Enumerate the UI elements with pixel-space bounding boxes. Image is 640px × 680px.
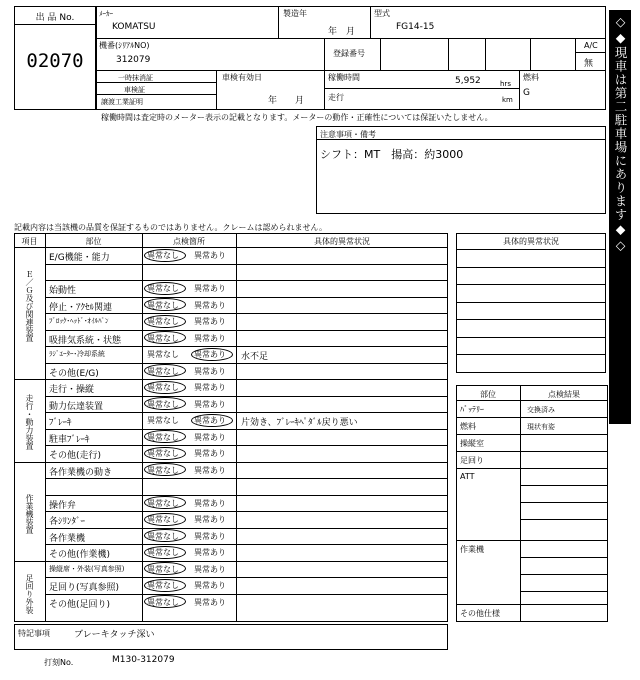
row-selected-oval <box>144 331 186 344</box>
row-part: 駐車ﾌﾞﾚｰｷ <box>49 434 90 445</box>
special-notes-text: ブレーキタッチ深い <box>74 630 155 640</box>
ac-value: 無 <box>584 59 594 69</box>
quality-disclaimer: 記載内容は当該機の品質を保証するものではありません。クレームは認められません。 <box>14 223 327 232</box>
row-normal-option: 異常なし <box>147 581 179 590</box>
inspection-expiry-label: 車検有効日 <box>222 73 262 82</box>
year-month-value: 年 月 <box>328 27 356 37</box>
row-selected-oval <box>144 282 186 295</box>
row-normal-option: 異常なし <box>147 383 179 392</box>
hours-value: 5,952 <box>455 76 481 86</box>
row-part: ﾗｼﾞｴｰﾀｰ･冷却系統 <box>49 350 105 358</box>
inspection-expiry-value: 年 月 <box>268 96 305 106</box>
row-selected-oval <box>144 579 186 592</box>
row-normal-option: 異常なし <box>147 350 179 359</box>
right-detail-header: 具体的異常状況 <box>503 237 559 246</box>
ac-label: A/C <box>584 41 598 50</box>
row-abnormal-option: 異常あり <box>194 300 226 310</box>
row-abnormal-option: 異常あり <box>194 597 226 607</box>
transfer-cert-label: 譲渡工業証明 <box>101 98 143 106</box>
lot-number: 02070 <box>26 50 84 72</box>
row-selected-oval <box>144 397 186 410</box>
row-part: その他(E/G) <box>49 368 99 379</box>
row-abnormal-option: 異常あり <box>194 498 226 508</box>
row-abnormal-option: 異常あり <box>194 449 226 458</box>
row-detail: 片効き、ﾌﾞﾚｰｷﾍﾟﾀﾞﾙ戻り悪い <box>241 418 358 428</box>
check-part: その他仕様 <box>460 609 500 618</box>
row-normal-option: 異常なし <box>147 399 179 409</box>
col-part-header: 部位 <box>85 237 102 246</box>
row-part: 各作業機 <box>49 533 86 544</box>
row-part: 各ｼﾘﾝﾀﾞｰ <box>49 517 86 527</box>
model-label: 型式 <box>374 9 390 18</box>
row-normal-option: 異常なし <box>147 449 179 458</box>
check-result: 現状有姿 <box>527 423 555 431</box>
year-label: 製造年 <box>283 9 307 18</box>
row-part: 操作弁 <box>49 500 77 511</box>
row-selected-oval <box>144 315 186 328</box>
row-selected-oval <box>144 447 186 460</box>
group-label-drive: 走行・動力装置 <box>25 394 34 450</box>
row-normal-option: 異常なし <box>147 564 179 574</box>
row-abnormal-option: 異常あり <box>194 317 226 326</box>
stamp-label: 打刻No. <box>44 658 74 667</box>
row-part: 操縦席・外装(写真参照) <box>49 564 125 573</box>
row-part: 動力伝達装置 <box>49 401 104 412</box>
check-part: 燃料 <box>460 422 476 431</box>
row-normal-option: 異常なし <box>147 432 179 442</box>
row-normal-option: 異常なし <box>147 251 179 260</box>
row-abnormal-option: 異常あり <box>194 548 226 557</box>
row-normal-option: 異常なし <box>147 548 179 557</box>
check-part: ATT <box>460 472 475 481</box>
check-part: ﾊﾞｯﾃﾘｰ <box>460 405 484 414</box>
right-check-result-header: 点検結果 <box>548 390 580 399</box>
remarks-text: シフト：MT 揚高：約3000 <box>320 148 464 161</box>
mileage-label: 走行 <box>328 93 344 102</box>
row-part: 各作業機の動き <box>49 467 113 478</box>
row-selected-oval <box>191 348 233 361</box>
group-label-engine: Ｅ／Ｇ及び関連装置 <box>25 270 34 342</box>
model-value: FG14-15 <box>396 22 435 32</box>
right-check-part-header: 部位 <box>480 390 496 399</box>
serial-label: 機番(ｼﾘｱﾙNO) <box>99 41 150 50</box>
fuel-value: G <box>523 88 530 98</box>
row-selected-oval <box>144 562 186 575</box>
col-item-header: 項目 <box>21 237 38 246</box>
hours-label: 稼働時間 <box>328 73 360 82</box>
row-part: 停止・ｱｸｾﾙ関連 <box>49 302 113 313</box>
row-selected-oval <box>144 496 186 509</box>
row-abnormal-option: 異常あり <box>194 284 226 293</box>
fuel-label: 燃料 <box>523 73 539 82</box>
row-part: 吸排気系統・状態 <box>49 335 122 346</box>
row-normal-option: 異常なし <box>147 300 179 310</box>
row-normal-option: 異常なし <box>147 416 179 425</box>
row-part: 走行・操縦 <box>49 385 95 395</box>
row-part: その他(走行) <box>49 451 102 461</box>
maker-label: ﾒｰｶｰ <box>99 10 113 18</box>
row-abnormal-option: 異常あり <box>194 333 226 343</box>
row-abnormal-option: 異常あり <box>194 366 226 376</box>
check-part: 作業機 <box>460 545 484 554</box>
row-selected-oval <box>144 381 186 394</box>
row-selected-oval <box>144 513 186 526</box>
row-normal-option: 異常なし <box>147 284 179 293</box>
row-selected-oval <box>144 430 186 443</box>
row-abnormal-option: 異常あり <box>194 251 226 260</box>
row-normal-option: 異常なし <box>147 515 179 524</box>
row-abnormal-option: 異常あり <box>194 564 226 574</box>
row-abnormal-option: 異常あり <box>194 432 226 442</box>
row-selected-oval <box>144 249 186 262</box>
row-abnormal-option: 異常あり <box>194 515 226 524</box>
hours-unit: hrs <box>500 80 511 88</box>
col-check-header: 点検箇所 <box>173 237 205 246</box>
lot-label: 出 品 No. <box>35 13 75 23</box>
row-abnormal-option: 異常あり <box>194 383 226 392</box>
row-abnormal-option: 異常あり <box>194 399 226 409</box>
row-normal-option: 異常なし <box>147 498 179 508</box>
row-abnormal-option: 異常あり <box>194 416 226 425</box>
hours-disclaimer: 稼働時間は査定時のメーター表示の記載となります。メーターの動作・正確性については保証いたしません。 <box>101 113 493 122</box>
row-part: 足回り(写真参照) <box>49 583 120 593</box>
row-part: 始動性 <box>49 286 77 296</box>
serial-value: 312079 <box>116 55 151 65</box>
row-normal-option: 異常なし <box>147 465 179 475</box>
group-label-work: 作業機装置 <box>25 494 34 534</box>
row-abnormal-option: 異常あり <box>194 531 226 541</box>
row-part: その他(作業機) <box>49 550 111 560</box>
check-result: 交換済み <box>527 406 555 414</box>
row-selected-oval <box>191 414 233 427</box>
row-selected-oval <box>144 546 186 559</box>
registration-label: 登録番号 <box>333 49 365 58</box>
col-detail-header: 具体的異常状況 <box>314 237 370 246</box>
location-banner-text: ◇◆現車は第二駐車場にあります◆◇ <box>613 14 628 254</box>
row-part: ﾌﾞﾚｰｷ <box>49 418 72 428</box>
mileage-unit: km <box>502 96 513 104</box>
row-abnormal-option: 異常あり <box>194 350 226 359</box>
row-part: ﾌﾞﾛｯｸ･ﾍｯﾄﾞ･ｵｲﾙﾊﾟﾝ <box>49 317 109 325</box>
row-abnormal-option: 異常あり <box>194 465 226 475</box>
row-abnormal-option: 異常あり <box>194 581 226 590</box>
row-selected-oval <box>144 463 186 476</box>
special-notes-label: 特記事項 <box>18 629 50 638</box>
row-normal-option: 異常なし <box>147 597 179 607</box>
row-normal-option: 異常なし <box>147 317 179 326</box>
row-selected-oval <box>144 595 186 608</box>
right-check-table <box>456 385 608 622</box>
right-detail-table <box>456 233 606 373</box>
row-normal-option: 異常なし <box>147 366 179 376</box>
temp-permit-label: 一時抹消証 <box>118 74 153 82</box>
row-part: その他(足回り) <box>49 599 111 610</box>
row-selected-oval <box>144 529 186 542</box>
row-selected-oval <box>144 298 186 311</box>
stamp-value: M130-312079 <box>112 655 175 665</box>
check-part: 足回り <box>460 456 484 465</box>
row-normal-option: 異常なし <box>147 531 179 541</box>
check-part: 操縦室 <box>460 439 484 448</box>
row-part: E/G機能・能力 <box>49 253 110 263</box>
row-selected-oval <box>144 364 186 377</box>
row-detail: 水不足 <box>241 352 269 362</box>
group-label-undercarriage: 足回り外装 <box>25 574 34 614</box>
row-normal-option: 異常なし <box>147 333 179 343</box>
inspection-cert-label: 車検証 <box>124 86 145 94</box>
maker-value: KOMATSU <box>112 22 156 32</box>
remarks-label: 注意事項・備考 <box>320 130 376 139</box>
